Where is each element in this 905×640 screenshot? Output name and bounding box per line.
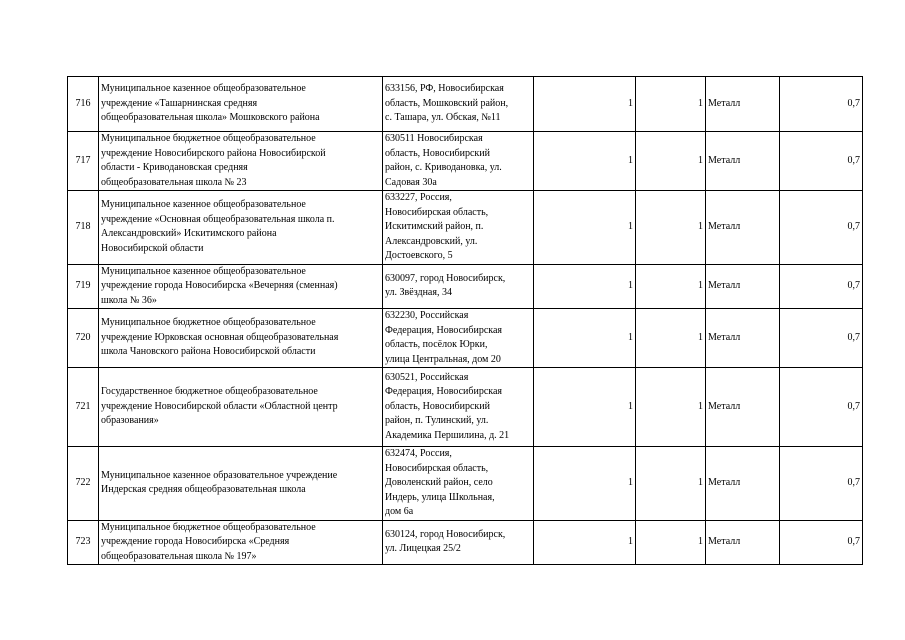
institution-address: 633156, РФ, Новосибирская область, Мошковский район, с. Ташара, ул. Обская, №11: [383, 77, 534, 132]
volume: 0,7: [780, 520, 863, 565]
quantity-1: 1: [534, 191, 636, 265]
row-number: 719: [68, 264, 99, 309]
material: Металл: [706, 309, 780, 368]
institution-address: 633227, Россия, Новосибирская область, Искитимский район, п. Александровский, ул. Достоевского, 5: [383, 191, 534, 265]
volume: 0,7: [780, 368, 863, 447]
quantity-1: 1: [534, 520, 636, 565]
institution-name: Муниципальное казенное общеобразовательное учреждение «Ташарнинская средняя общеобразовательная школа» Мошковского района: [99, 77, 383, 132]
volume: 0,7: [780, 191, 863, 265]
material: Металл: [706, 77, 780, 132]
table-row: [68, 191, 863, 265]
volume: 0,7: [780, 447, 863, 521]
table-row: [68, 520, 863, 565]
material: Металл: [706, 368, 780, 447]
table-row: [68, 77, 863, 132]
institution-name: Муниципальное бюджетное общеобразовательное учреждение Юрковская основная общеобразовательная школа Чановского района Новосибирской области: [99, 309, 383, 368]
row-number: 721: [68, 368, 99, 447]
volume: 0,7: [780, 77, 863, 132]
row-number: 720: [68, 309, 99, 368]
material: Металл: [706, 264, 780, 309]
quantity-1: 1: [534, 309, 636, 368]
material: Металл: [706, 191, 780, 265]
row-number: 723: [68, 520, 99, 565]
volume: 0,7: [780, 132, 863, 191]
institution-address: 630124, город Новосибирск, ул. Лицецкая 25/2: [383, 520, 534, 565]
institution-name: Муниципальное казенное образовательное учреждение Индерская средняя общеобразовательная школа: [99, 447, 383, 521]
institution-name: Муниципальное казенное общеобразовательное учреждение «Основная общеобразовательная школа п. Александровский» Искитимского района Новосибирской области: [99, 191, 383, 265]
table-row: [68, 368, 863, 447]
institution-address: 632230, Российская Федерация, Новосибирская область, посёлок Юрки, улица Центральная, дом 20: [383, 309, 534, 368]
quantity-1: 1: [534, 264, 636, 309]
institution-name: Муниципальное казенное общеобразовательное учреждение города Новосибирска «Вечерняя (сменная) школа № 36»: [99, 264, 383, 309]
quantity-1: 1: [534, 77, 636, 132]
row-number: 722: [68, 447, 99, 521]
institution-name: Государственное бюджетное общеобразовательное учреждение Новосибирской области «Областной центр образования»: [99, 368, 383, 447]
institution-address: 630521, Российская Федерация, Новосибирская область, Новосибирский район, п. Тулинский, ул. Академика Першилина, д. 21: [383, 368, 534, 447]
quantity-2: 1: [636, 368, 706, 447]
registry-table: [67, 76, 863, 565]
institution-address: 632474, Россия, Новосибирская область, Доволенский район, село Индерь, улица Школьная, дом 6а: [383, 447, 534, 521]
volume: 0,7: [780, 309, 863, 368]
quantity-1: 1: [534, 132, 636, 191]
institution-name: Муниципальное бюджетное общеобразовательное учреждение Новосибирского района Новосибирской области - Криводановская средняя общеобразовательная школа № 23: [99, 132, 383, 191]
material: Металл: [706, 132, 780, 191]
volume: 0,7: [780, 264, 863, 309]
table-row: [68, 132, 863, 191]
table-row: [68, 447, 863, 521]
quantity-1: 1: [534, 368, 636, 447]
institution-address: 630511 Новосибирская область, Новосибирский район, с. Криводановка, ул. Садовая 30а: [383, 132, 534, 191]
institution-address: 630097, город Новосибирск, ул. Звёздная, 34: [383, 264, 534, 309]
row-number: 718: [68, 191, 99, 265]
quantity-2: 1: [636, 309, 706, 368]
quantity-2: 1: [636, 520, 706, 565]
quantity-2: 1: [636, 77, 706, 132]
quantity-2: 1: [636, 132, 706, 191]
quantity-2: 1: [636, 447, 706, 521]
material: Металл: [706, 447, 780, 521]
quantity-2: 1: [636, 264, 706, 309]
material: Металл: [706, 520, 780, 565]
table-row: [68, 309, 863, 368]
row-number: 717: [68, 132, 99, 191]
row-number: 716: [68, 77, 99, 132]
quantity-2: 1: [636, 191, 706, 265]
institution-name: Муниципальное бюджетное общеобразовательное учреждение города Новосибирска «Средняя общеобразовательная школа № 197»: [99, 520, 383, 565]
quantity-1: 1: [534, 447, 636, 521]
table-row: [68, 264, 863, 309]
